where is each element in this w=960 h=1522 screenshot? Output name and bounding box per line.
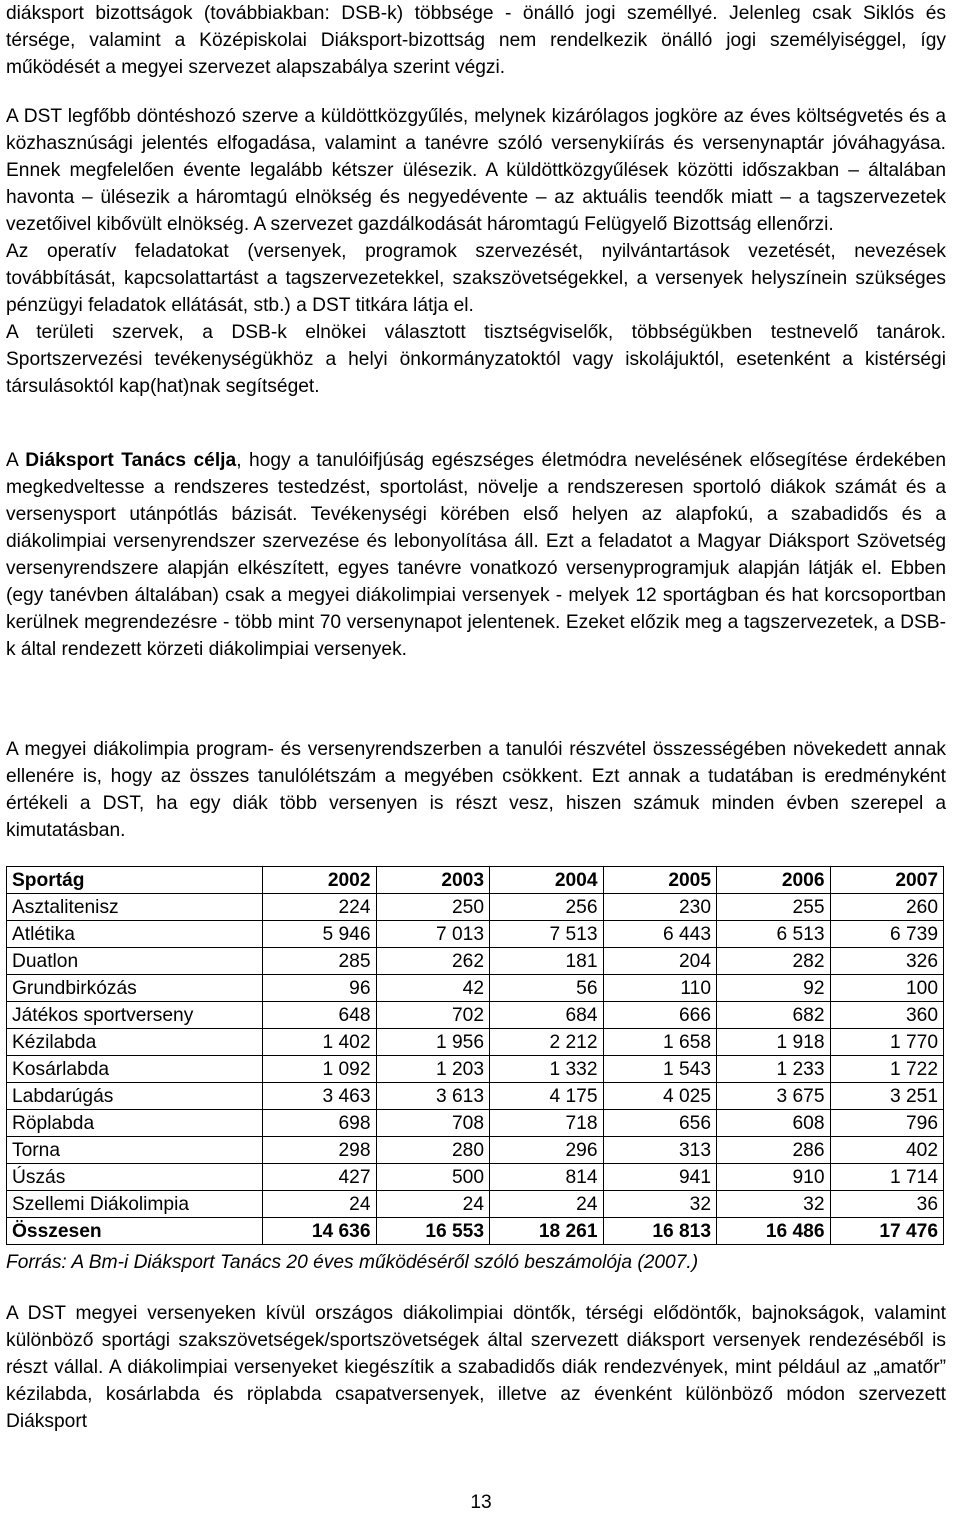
value-cell: 4 025 bbox=[603, 1083, 717, 1110]
value-cell: 110 bbox=[603, 975, 717, 1002]
sport-name-cell: Grundbirkózás bbox=[7, 975, 263, 1002]
value-cell: 656 bbox=[603, 1110, 717, 1137]
value-cell: 698 bbox=[263, 1110, 377, 1137]
total-value-cell: 16 813 bbox=[603, 1218, 717, 1245]
value-cell: 684 bbox=[490, 1002, 604, 1029]
value-cell: 42 bbox=[376, 975, 490, 1002]
participation-table-wrapper bbox=[6, 866, 944, 1245]
value-cell: 910 bbox=[717, 1164, 831, 1191]
table-row bbox=[7, 1029, 944, 1056]
value-cell: 255 bbox=[717, 894, 831, 921]
value-cell: 32 bbox=[717, 1191, 831, 1218]
total-value-cell: 16 486 bbox=[717, 1218, 831, 1245]
paragraph-dst-governance: A DST legfőbb döntéshozó szerve a küldöttközgyűlés, melynek kizárólagos jogköre az éves költségvetés és a közhasznúsági jelentés elfogadása, valamint a tanévre szóló versenykiírás és versenynaptár jóváhagyása. Ennek megfelelően évente legalább kétszer ülésezik. A küldöttközgyűlések közötti időszakban – általában havonta – ülésezik a háromtagú elnökség és negyedévente – az aktuális teendők miatt – a tagszervezetek vezetőivel kibővült elnökség. A szervezet gazdálkodását háromtagú Felügyelő Bizottság ellenőrzi. bbox=[6, 106, 946, 235]
participation-table bbox=[6, 866, 944, 1245]
table-row bbox=[7, 948, 944, 975]
sport-name-cell: Duatlon bbox=[7, 948, 263, 975]
value-cell: 4 175 bbox=[490, 1083, 604, 1110]
value-cell: 260 bbox=[830, 894, 944, 921]
value-cell: 3 613 bbox=[376, 1083, 490, 1110]
value-cell: 204 bbox=[603, 948, 717, 975]
sport-name-cell: Atlétika bbox=[7, 921, 263, 948]
total-value-cell: 16 553 bbox=[376, 1218, 490, 1245]
table-row bbox=[7, 894, 944, 921]
value-cell: 3 675 bbox=[717, 1083, 831, 1110]
value-cell: 360 bbox=[830, 1002, 944, 1029]
value-cell: 32 bbox=[603, 1191, 717, 1218]
value-cell: 1 233 bbox=[717, 1056, 831, 1083]
paragraph-dst-goal bbox=[6, 447, 946, 663]
sport-name-cell: Labdarúgás bbox=[7, 1083, 263, 1110]
header-year: 2004 bbox=[490, 867, 604, 894]
paragraph-operative-tasks: Az operatív feladatokat (versenyek, programok szervezését, nyilvántartások vezetését, nevezések továbbítását, kapcsolattartást a tagszervezetekkel, szakszövetségekkel, a versenyek helyszínein szükséges pénzügyi feladatok ellátását, stb.) a DST titkára látja el. bbox=[6, 241, 946, 316]
value-cell: 286 bbox=[717, 1137, 831, 1164]
header-year: 2005 bbox=[603, 867, 717, 894]
sport-name-cell: Asztalitenisz bbox=[7, 894, 263, 921]
value-cell: 6 513 bbox=[717, 921, 831, 948]
table-header-row bbox=[7, 867, 944, 894]
value-cell: 282 bbox=[717, 948, 831, 975]
value-cell: 285 bbox=[263, 948, 377, 975]
paragraph-dsb-legal-status: diáksport bizottságok (továbbiakban: DSB-k) többsége - önálló jogi személlyé. Jelenleg csak Siklós és térsége, valamint a Középiskolai Diáksport-bizottság nem rendelkezik önálló jogi személyiséggel, így működését a megyei szervezet alapszabálya szerint végzi. bbox=[6, 3, 946, 78]
value-cell: 1 722 bbox=[830, 1056, 944, 1083]
table-row bbox=[7, 921, 944, 948]
value-cell: 1 203 bbox=[376, 1056, 490, 1083]
value-cell: 296 bbox=[490, 1137, 604, 1164]
value-cell: 92 bbox=[717, 975, 831, 1002]
goal-prefix: A bbox=[6, 450, 26, 471]
section-dst-organization bbox=[6, 103, 946, 400]
value-cell: 666 bbox=[603, 1002, 717, 1029]
value-cell: 648 bbox=[263, 1002, 377, 1029]
table-row bbox=[7, 975, 944, 1002]
value-cell: 24 bbox=[490, 1191, 604, 1218]
value-cell: 796 bbox=[830, 1110, 944, 1137]
value-cell: 230 bbox=[603, 894, 717, 921]
sport-name-cell: Úszás bbox=[7, 1164, 263, 1191]
value-cell: 298 bbox=[263, 1137, 377, 1164]
sport-name-cell: Kosárlabda bbox=[7, 1056, 263, 1083]
value-cell: 326 bbox=[830, 948, 944, 975]
page-number: 13 bbox=[470, 1492, 492, 1513]
sport-name-cell: Röplabda bbox=[7, 1110, 263, 1137]
goal-text: , hogy a tanulóifjúság egészséges életmódra nevelésének elősegítése érdekében megkedveltesse a rendszeres testedzést, sportolást, növelje a rendszeresen sportoló diákok számát és a versenysport utánpótlás bázisát. Tevékenységi körében első helyen az alapfokú, a szabadidős és a diákolimpiai versenyrendszer szervezése és lebonyolítása áll. Ezt a feladatot a Magyar Diáksport Szövetség versenyrendszere alapján elkészített, egyes tanévre vonatkozó versenyprogramjuk alapján látják el. Ebben (egy tanévben általában) csak a megyei diákolimpiai versenyek - melyek 12 sportágban és hat korcsoportban kerülnek megrendezésre - több mint 70 versenynapot jelentenek. Ezeket előzik meg a tagszervezetek, a DSB-k által rendezett körzeti diákolimpiai versenyek. bbox=[6, 450, 946, 660]
value-cell: 96 bbox=[263, 975, 377, 1002]
value-cell: 1 714 bbox=[830, 1164, 944, 1191]
value-cell: 256 bbox=[490, 894, 604, 921]
value-cell: 1 956 bbox=[376, 1029, 490, 1056]
value-cell: 3 251 bbox=[830, 1083, 944, 1110]
sport-name-cell: Kézilabda bbox=[7, 1029, 263, 1056]
value-cell: 6 443 bbox=[603, 921, 717, 948]
value-cell: 1 770 bbox=[830, 1029, 944, 1056]
value-cell: 7 513 bbox=[490, 921, 604, 948]
value-cell: 682 bbox=[717, 1002, 831, 1029]
total-label-cell: Összesen bbox=[7, 1218, 263, 1245]
sport-name-cell: Szellemi Diákolimpia bbox=[7, 1191, 263, 1218]
total-value-cell: 14 636 bbox=[263, 1218, 377, 1245]
value-cell: 313 bbox=[603, 1137, 717, 1164]
value-cell: 262 bbox=[376, 948, 490, 975]
table-source-note: Forrás: A Bm-i Diáksport Tanács 20 éves működéséről szóló beszámolója (2007.) bbox=[6, 1252, 699, 1273]
header-sport: Sportág bbox=[7, 867, 263, 894]
value-cell: 1 092 bbox=[263, 1056, 377, 1083]
value-cell: 1 543 bbox=[603, 1056, 717, 1083]
value-cell: 500 bbox=[376, 1164, 490, 1191]
paragraph-participation: A megyei diákolimpia program- és versenyrendszerben a tanulói részvétel összességében növekedett annak ellenére is, hogy az összes tanulólétszám a megyében csökkent. Ezt annak a tudatában is eredményként értékeli a DST, ha egy diák több versenyen is részt vesz, hiszen számuk minden évben szerepel a kimutatásban. bbox=[6, 739, 946, 841]
table-total-row bbox=[7, 1218, 944, 1245]
value-cell: 702 bbox=[376, 1002, 490, 1029]
value-cell: 402 bbox=[830, 1137, 944, 1164]
paragraph-regional-bodies: A területi szervek, a DSB-k elnökei választott tisztségviselők, többségükben testnevelő tanárok. Sportszervezési tevékenységükhöz a helyi önkormányzatoktól vagy iskolájuktól, esetenként a kistérségi társulásoktól kap(hat)nak segítséget. bbox=[6, 322, 946, 397]
value-cell: 608 bbox=[717, 1110, 831, 1137]
value-cell: 5 946 bbox=[263, 921, 377, 948]
value-cell: 1 402 bbox=[263, 1029, 377, 1056]
value-cell: 56 bbox=[490, 975, 604, 1002]
header-year: 2006 bbox=[717, 867, 831, 894]
value-cell: 427 bbox=[263, 1164, 377, 1191]
header-year: 2007 bbox=[830, 867, 944, 894]
value-cell: 224 bbox=[263, 894, 377, 921]
value-cell: 718 bbox=[490, 1110, 604, 1137]
sport-name-cell: Játékos sportverseny bbox=[7, 1002, 263, 1029]
table-row bbox=[7, 1191, 944, 1218]
value-cell: 7 013 bbox=[376, 921, 490, 948]
value-cell: 1 918 bbox=[717, 1029, 831, 1056]
value-cell: 24 bbox=[376, 1191, 490, 1218]
sport-name-cell: Torna bbox=[7, 1137, 263, 1164]
table-body bbox=[7, 894, 944, 1245]
paragraph-national-events: A DST megyei versenyeken kívül országos diákolimpiai döntők, térségi elődöntők, bajnokságok, valamint különböző sportági szakszövetségek/sportszövetségek által szervezett diáksport versenyek rendezéséből is részt vállal. A diákolimpiai versenyeket kiegészítik a szabadidős diák rendezvények, mint például az „amatőr” kézilabda, kosárlabda és röplabda csapatversenyek, illetve az évenként különböző módon szervezett Diáksport bbox=[6, 1303, 946, 1432]
value-cell: 280 bbox=[376, 1137, 490, 1164]
value-cell: 6 739 bbox=[830, 921, 944, 948]
header-year: 2003 bbox=[376, 867, 490, 894]
value-cell: 24 bbox=[263, 1191, 377, 1218]
table-row bbox=[7, 1002, 944, 1029]
value-cell: 941 bbox=[603, 1164, 717, 1191]
table-row bbox=[7, 1083, 944, 1110]
goal-bold-term: Diáksport Tanács célja bbox=[25, 450, 237, 471]
table-row bbox=[7, 1110, 944, 1137]
value-cell: 814 bbox=[490, 1164, 604, 1191]
total-value-cell: 17 476 bbox=[830, 1218, 944, 1245]
header-year: 2002 bbox=[263, 867, 377, 894]
value-cell: 708 bbox=[376, 1110, 490, 1137]
value-cell: 100 bbox=[830, 975, 944, 1002]
table-row bbox=[7, 1164, 944, 1191]
value-cell: 1 658 bbox=[603, 1029, 717, 1056]
total-value-cell: 18 261 bbox=[490, 1218, 604, 1245]
value-cell: 3 463 bbox=[263, 1083, 377, 1110]
value-cell: 36 bbox=[830, 1191, 944, 1218]
value-cell: 250 bbox=[376, 894, 490, 921]
value-cell: 1 332 bbox=[490, 1056, 604, 1083]
value-cell: 181 bbox=[490, 948, 604, 975]
value-cell: 2 212 bbox=[490, 1029, 604, 1056]
table-row bbox=[7, 1056, 944, 1083]
table-row bbox=[7, 1137, 944, 1164]
